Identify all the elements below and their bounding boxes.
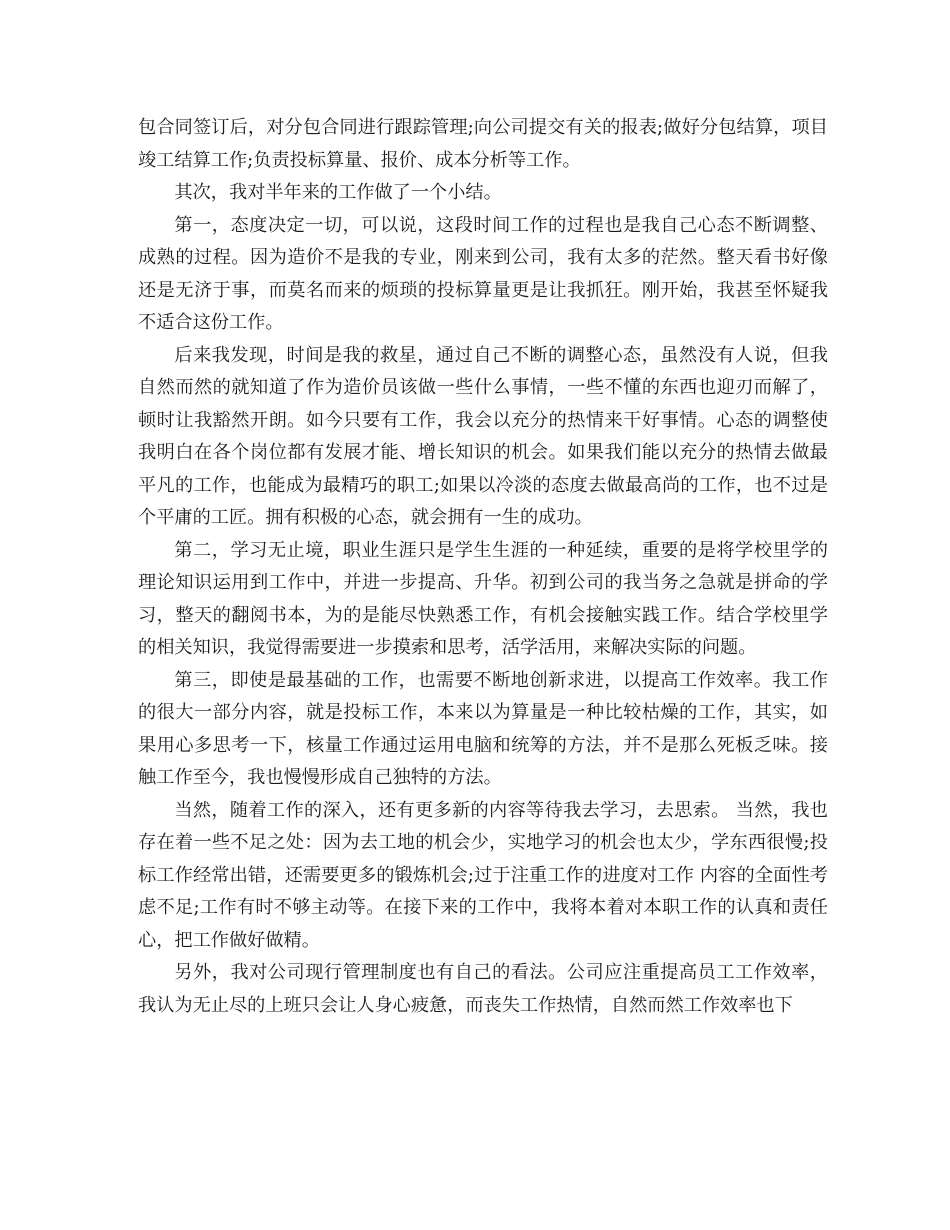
paragraph: 当然，随着工作的深入，还有更多新的内容等待我去学习，去思索。 当然，我也存在着一些不足之处：因为去工地的机会少，实地学习的机会也太少，学东西很慢;投标工作经常出错，还需要更多的锻炼机会;过于注重工作的进度对工作 内容的全面性考虑不足;工作有时不够主动等。在接下来的工作中，我将本着对本职工作的认真和责任心，把工作做好做精。	[138, 799, 828, 951]
paragraph: 第二，学习无止境，职业生涯只是学生生涯的一种延续，重要的是将学校里学的理论知识运用到工作中，并进一步提高、升华。初到公司的我当务之急就是拼命的学习，整天的翻阅书本，为的是能尽快熟悉工作，有机会接触实践工作。结合学校里学的相关知识，我觉得需要进一步摸索和思考，活学活用，来解决实际的问题。	[138, 539, 828, 658]
paragraph: 包合同签订后，对分包合同进行跟踪管理;向公司提交有关的报表;做好分包结算，项目竣工结算工作;负责投标算量、报价、成本分析等工作。	[138, 117, 828, 171]
document-body	[138, 112, 828, 1022]
paragraph: 其次，我对半年来的工作做了一个小结。	[174, 182, 502, 203]
paragraph: 后来我发现，时间是我的救星，通过自己不断的调整心态，虽然没有人说，但我自然而然的就知道了作为造价员该做一些什么事情，一些不懂的东西也迎刃而解了，顿时让我豁然开朗。如今只要有工作，我会以充分的热情来干好事情。心态的调整使我明白在各个岗位都有发展才能、增长知识的机会。如果我们能以充分的热情去做最平凡的工作，也能成为最精巧的职工;如果以冷淡的态度去做最高尚的工作，也不过是个平庸的工匠。拥有积极的心态，就会拥有一生的成功。	[138, 344, 828, 528]
paragraph: 另外，我对公司现行管理制度也有自己的看法。公司应注重提高员工工作效率，我认为无止尽的上班只会让人身心疲惫，而丧失工作热情，自然而然工作效率也下	[138, 962, 828, 1016]
paragraph: 第三，即使是最基础的工作，也需要不断地创新求进，以提高工作效率。我工作的很大一部分内容，就是投标工作，本来以为算量是一种比较枯燥的工作，其实，如果用心多思考一下，核量工作通过运用电脑和统筹的方法，并不是那么死板乏味。接触工作至今，我也慢慢形成自己独特的方法。	[138, 669, 828, 788]
paragraph: 第一，态度决定一切，可以说，这段时间工作的过程也是我自己心态不断调整、成熟的过程。因为造价不是我的专业，刚来到公司，我有太多的茫然。整天看书好像还是无济于事，而莫名而来的烦琐的投标算量更是让我抓狂。刚开始，我甚至怀疑我不适合这份工作。	[138, 214, 828, 333]
